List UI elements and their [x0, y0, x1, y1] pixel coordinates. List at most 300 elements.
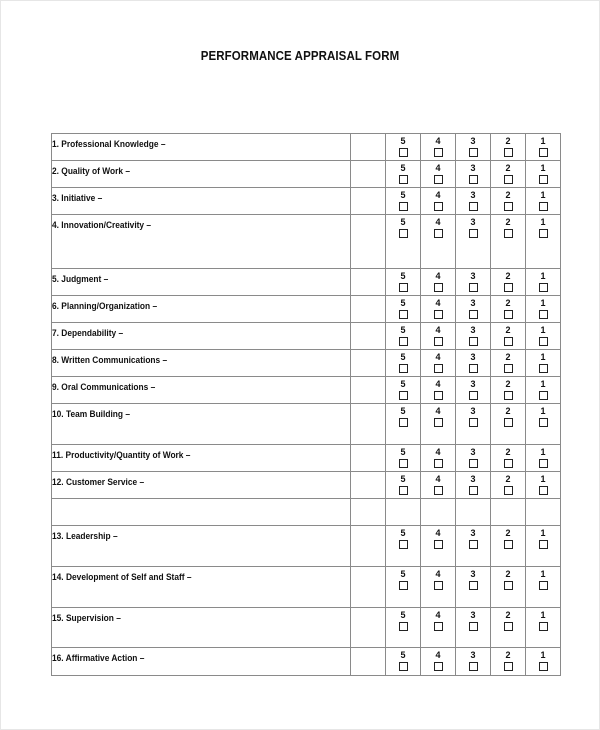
rating-checkbox[interactable] — [504, 662, 513, 671]
rating-checkbox[interactable] — [434, 581, 443, 590]
rating-cell — [386, 377, 421, 404]
rating-number: 4 — [435, 190, 441, 200]
rating-number: 3 — [470, 447, 476, 457]
rating-cell — [456, 648, 491, 676]
rating-number: 2 — [505, 136, 511, 146]
rating-number: 3 — [470, 352, 476, 362]
rating-number: 5 — [400, 406, 406, 416]
rating-number: 2 — [505, 190, 511, 200]
rating-cell — [526, 296, 561, 323]
rating-checkbox[interactable] — [504, 175, 513, 184]
rating-cell — [421, 608, 456, 648]
criterion-label-cell — [52, 323, 351, 350]
criterion-row — [52, 134, 561, 161]
rating-number: 4 — [435, 474, 441, 484]
rating-number: 5 — [400, 163, 406, 173]
rating-checkbox[interactable] — [539, 283, 548, 292]
rating-cell — [386, 161, 421, 188]
rating-cell — [526, 134, 561, 161]
rating-cell — [491, 269, 526, 296]
form-title: PERFORMANCE APPRAISAL FORM — [200, 49, 400, 63]
rating-cell — [386, 215, 421, 269]
rating-checkbox[interactable] — [434, 459, 443, 468]
rating-checkbox[interactable] — [469, 202, 478, 211]
rating-cell — [386, 445, 421, 472]
rating-cell — [421, 472, 456, 499]
comment-cell — [351, 499, 386, 526]
rating-number: 1 — [540, 569, 546, 579]
criterion-label-cell — [52, 499, 351, 526]
rating-cell — [491, 608, 526, 648]
rating-number: 5 — [400, 298, 406, 308]
rating-cell — [526, 323, 561, 350]
rating-cell — [421, 445, 456, 472]
rating-cell — [491, 296, 526, 323]
criterion-row — [52, 404, 561, 445]
rating-cell — [421, 350, 456, 377]
rating-checkbox[interactable] — [434, 662, 443, 671]
rating-checkbox[interactable] — [539, 175, 548, 184]
rating-checkbox[interactable] — [539, 229, 548, 238]
rating-checkbox[interactable] — [539, 622, 548, 631]
rating-number: 1 — [540, 163, 546, 173]
rating-number: 4 — [435, 325, 441, 335]
rating-checkbox[interactable] — [539, 486, 548, 495]
rating-checkbox[interactable] — [504, 486, 513, 495]
rating-checkbox[interactable] — [504, 581, 513, 590]
rating-checkbox[interactable] — [539, 662, 548, 671]
rating-number: 1 — [540, 325, 546, 335]
rating-number: 4 — [435, 352, 441, 362]
rating-checkbox[interactable] — [469, 148, 478, 157]
rating-cell — [456, 567, 491, 608]
rating-cell — [456, 323, 491, 350]
rating-cell — [421, 404, 456, 445]
rating-cell — [421, 188, 456, 215]
rating-cell — [386, 526, 421, 567]
rating-cell — [386, 472, 421, 499]
rating-cell — [386, 608, 421, 648]
rating-checkbox[interactable] — [399, 418, 408, 427]
rating-number: 2 — [505, 217, 511, 227]
rating-cell — [421, 377, 456, 404]
rating-checkbox[interactable] — [539, 310, 548, 319]
rating-number: 1 — [540, 474, 546, 484]
criterion-row — [52, 215, 561, 269]
criterion-label: 1. Professional Knowledge – — [52, 139, 166, 149]
rating-checkbox[interactable] — [434, 391, 443, 400]
criterion-label-cell — [52, 269, 351, 296]
criterion-label-cell — [52, 377, 351, 404]
rating-cell — [526, 445, 561, 472]
criterion-row — [52, 161, 561, 188]
comment-cell — [351, 296, 386, 323]
rating-cell — [456, 472, 491, 499]
rating-checkbox[interactable] — [399, 622, 408, 631]
rating-number: 3 — [470, 610, 476, 620]
rating-cell — [491, 134, 526, 161]
rating-number: 3 — [470, 650, 476, 660]
rating-cell — [386, 499, 421, 526]
rating-number: 1 — [540, 190, 546, 200]
rating-cell — [491, 526, 526, 567]
rating-checkbox[interactable] — [399, 229, 408, 238]
comment-cell — [351, 567, 386, 608]
rating-cell — [456, 161, 491, 188]
comment-cell — [351, 269, 386, 296]
rating-cell — [526, 377, 561, 404]
rating-checkbox[interactable] — [469, 622, 478, 631]
rating-cell — [421, 648, 456, 676]
rating-checkbox[interactable] — [504, 459, 513, 468]
criterion-row — [52, 377, 561, 404]
criterion-label-cell — [52, 188, 351, 215]
rating-number: 5 — [400, 474, 406, 484]
rating-number: 1 — [540, 217, 546, 227]
rating-number: 5 — [400, 136, 406, 146]
rating-checkbox[interactable] — [434, 486, 443, 495]
rating-number: 3 — [470, 217, 476, 227]
comment-cell — [351, 445, 386, 472]
criterion-label-cell — [52, 608, 351, 648]
rating-number: 1 — [540, 650, 546, 660]
rating-checkbox[interactable] — [399, 540, 408, 549]
rating-number: 1 — [540, 379, 546, 389]
rating-number: 3 — [470, 190, 476, 200]
rating-cell — [456, 445, 491, 472]
rating-checkbox[interactable] — [504, 391, 513, 400]
rating-number: 2 — [505, 406, 511, 416]
criterion-label: 3. Initiative – — [52, 193, 103, 203]
rating-cell — [526, 215, 561, 269]
comment-cell — [351, 215, 386, 269]
rating-cell — [456, 499, 491, 526]
rating-cell — [491, 472, 526, 499]
rating-number: 2 — [505, 569, 511, 579]
rating-checkbox[interactable] — [539, 459, 548, 468]
rating-number: 4 — [435, 136, 441, 146]
criterion-label-cell — [52, 567, 351, 608]
appraisal-table — [51, 133, 561, 676]
rating-cell — [526, 567, 561, 608]
rating-checkbox[interactable] — [434, 622, 443, 631]
rating-checkbox[interactable] — [504, 202, 513, 211]
rating-cell — [421, 499, 456, 526]
comment-cell — [351, 161, 386, 188]
rating-checkbox[interactable] — [469, 364, 478, 373]
rating-number: 1 — [540, 352, 546, 362]
criterion-label: 10. Team Building – — [52, 409, 130, 419]
rating-checkbox[interactable] — [434, 148, 443, 157]
rating-cell — [386, 567, 421, 608]
rating-number: 4 — [435, 610, 441, 620]
rating-cell — [491, 350, 526, 377]
rating-cell — [386, 404, 421, 445]
rating-checkbox[interactable] — [469, 337, 478, 346]
rating-checkbox[interactable] — [469, 310, 478, 319]
rating-checkbox[interactable] — [434, 175, 443, 184]
rating-checkbox[interactable] — [434, 418, 443, 427]
rating-number: 5 — [400, 217, 406, 227]
rating-cell — [386, 134, 421, 161]
criterion-row — [52, 567, 561, 608]
criterion-row — [52, 323, 561, 350]
rating-checkbox[interactable] — [399, 459, 408, 468]
rating-number: 1 — [540, 271, 546, 281]
rating-checkbox[interactable] — [469, 662, 478, 671]
criterion-label: 7. Dependability – — [52, 328, 124, 338]
rating-number: 5 — [400, 650, 406, 660]
rating-number: 3 — [470, 325, 476, 335]
rating-checkbox[interactable] — [434, 540, 443, 549]
rating-cell — [526, 161, 561, 188]
rating-number: 2 — [505, 650, 511, 660]
rating-cell — [491, 188, 526, 215]
rating-checkbox[interactable] — [399, 310, 408, 319]
rating-checkbox[interactable] — [469, 229, 478, 238]
rating-cell — [386, 269, 421, 296]
criterion-label-cell — [52, 161, 351, 188]
rating-number: 2 — [505, 474, 511, 484]
criterion-label-cell — [52, 134, 351, 161]
rating-cell — [386, 323, 421, 350]
rating-cell — [526, 648, 561, 676]
rating-checkbox[interactable] — [434, 283, 443, 292]
rating-number: 1 — [540, 610, 546, 620]
rating-cell — [526, 526, 561, 567]
rating-number: 2 — [505, 352, 511, 362]
rating-cell — [421, 134, 456, 161]
rating-number: 2 — [505, 447, 511, 457]
criterion-label: 6. Planning/Organization – — [52, 301, 158, 311]
rating-number: 5 — [400, 528, 406, 538]
rating-number: 3 — [470, 406, 476, 416]
criterion-label: 4. Innovation/Creativity – — [52, 220, 152, 230]
rating-checkbox[interactable] — [399, 283, 408, 292]
criterion-label-cell — [52, 526, 351, 567]
rating-cell — [386, 648, 421, 676]
rating-cell — [491, 377, 526, 404]
rating-checkbox[interactable] — [539, 581, 548, 590]
criterion-row — [52, 350, 561, 377]
rating-checkbox[interactable] — [434, 202, 443, 211]
criterion-row — [52, 472, 561, 499]
criterion-label-cell — [52, 215, 351, 269]
rating-number: 3 — [470, 271, 476, 281]
comment-cell — [351, 377, 386, 404]
rating-checkbox[interactable] — [469, 486, 478, 495]
rating-number: 5 — [400, 569, 406, 579]
rating-checkbox[interactable] — [469, 581, 478, 590]
comment-cell — [351, 472, 386, 499]
rating-cell — [491, 648, 526, 676]
comment-cell — [351, 608, 386, 648]
criterion-label: 12. Customer Service – — [52, 477, 145, 487]
rating-checkbox[interactable] — [504, 622, 513, 631]
comment-cell — [351, 526, 386, 567]
rating-checkbox[interactable] — [399, 337, 408, 346]
rating-number: 3 — [470, 528, 476, 538]
rating-number: 1 — [540, 406, 546, 416]
rating-number: 3 — [470, 298, 476, 308]
rating-cell — [456, 608, 491, 648]
criterion-label: 15. Supervision – — [52, 613, 121, 623]
rating-checkbox[interactable] — [399, 148, 408, 157]
rating-cell — [421, 269, 456, 296]
rating-checkbox[interactable] — [434, 310, 443, 319]
criterion-row — [52, 445, 561, 472]
rating-number: 4 — [435, 298, 441, 308]
rating-cell — [456, 296, 491, 323]
criterion-label: 14. Development of Self and Staff – — [52, 572, 192, 582]
rating-cell — [421, 215, 456, 269]
rating-cell — [456, 215, 491, 269]
rating-cell — [526, 404, 561, 445]
rating-checkbox[interactable] — [399, 662, 408, 671]
rating-cell — [386, 296, 421, 323]
rating-checkbox[interactable] — [539, 540, 548, 549]
rating-cell — [421, 567, 456, 608]
rating-number: 3 — [470, 569, 476, 579]
criterion-label: 2. Quality of Work – — [52, 166, 130, 176]
rating-number: 1 — [540, 528, 546, 538]
rating-number: 2 — [505, 528, 511, 538]
rating-checkbox[interactable] — [504, 310, 513, 319]
rating-checkbox[interactable] — [469, 391, 478, 400]
rating-cell — [421, 296, 456, 323]
rating-cell — [456, 134, 491, 161]
rating-cell — [526, 269, 561, 296]
rating-checkbox[interactable] — [434, 229, 443, 238]
rating-cell — [421, 161, 456, 188]
criterion-label: 13. Leadership – — [52, 531, 118, 541]
rating-cell — [456, 377, 491, 404]
rating-cell — [491, 215, 526, 269]
rating-number: 2 — [505, 298, 511, 308]
criterion-label: 9. Oral Communications – — [52, 382, 156, 392]
criterion-label-cell — [52, 445, 351, 472]
rating-checkbox[interactable] — [469, 459, 478, 468]
rating-cell — [491, 161, 526, 188]
rating-number: 3 — [470, 379, 476, 389]
rating-checkbox[interactable] — [434, 337, 443, 346]
comment-cell — [351, 350, 386, 377]
criterion-label-cell — [52, 296, 351, 323]
criterion-label-cell — [52, 404, 351, 445]
rating-cell — [491, 445, 526, 472]
rating-checkbox[interactable] — [469, 540, 478, 549]
rating-checkbox[interactable] — [399, 581, 408, 590]
comment-cell — [351, 404, 386, 445]
rating-checkbox[interactable] — [504, 229, 513, 238]
rating-number: 5 — [400, 352, 406, 362]
rating-cell — [386, 188, 421, 215]
rating-number: 5 — [400, 379, 406, 389]
rating-checkbox[interactable] — [434, 364, 443, 373]
rating-checkbox[interactable] — [504, 540, 513, 549]
rating-checkbox[interactable] — [469, 418, 478, 427]
comment-cell — [351, 648, 386, 676]
rating-cell — [526, 472, 561, 499]
criterion-row — [52, 526, 561, 567]
rating-checkbox[interactable] — [504, 337, 513, 346]
rating-checkbox[interactable] — [539, 337, 548, 346]
comment-cell — [351, 134, 386, 161]
rating-cell — [456, 404, 491, 445]
criterion-row — [52, 608, 561, 648]
rating-checkbox[interactable] — [399, 486, 408, 495]
rating-number: 3 — [470, 136, 476, 146]
criterion-row — [52, 648, 561, 676]
rating-checkbox[interactable] — [399, 364, 408, 373]
rating-cell — [526, 608, 561, 648]
rating-number: 5 — [400, 271, 406, 281]
rating-checkbox[interactable] — [539, 202, 548, 211]
rating-cell — [421, 526, 456, 567]
comment-cell — [351, 188, 386, 215]
rating-number: 4 — [435, 569, 441, 579]
criterion-row — [52, 188, 561, 215]
rating-checkbox[interactable] — [399, 202, 408, 211]
rating-number: 4 — [435, 528, 441, 538]
rating-checkbox[interactable] — [399, 391, 408, 400]
rating-checkbox[interactable] — [539, 418, 548, 427]
rating-checkbox[interactable] — [504, 148, 513, 157]
criterion-label: 16. Affirmative Action – — [52, 653, 145, 663]
rating-number: 3 — [470, 163, 476, 173]
rating-checkbox[interactable] — [504, 283, 513, 292]
rating-number: 4 — [435, 217, 441, 227]
rating-checkbox[interactable] — [539, 364, 548, 373]
rating-number: 4 — [435, 379, 441, 389]
criterion-label-cell — [52, 350, 351, 377]
rating-number: 5 — [400, 190, 406, 200]
criterion-row — [52, 269, 561, 296]
rating-cell — [491, 567, 526, 608]
rating-cell — [386, 350, 421, 377]
rating-number: 4 — [435, 163, 441, 173]
rating-cell — [456, 526, 491, 567]
rating-number: 2 — [505, 379, 511, 389]
rating-number: 2 — [505, 325, 511, 335]
rating-checkbox[interactable] — [469, 175, 478, 184]
rating-number: 4 — [435, 271, 441, 281]
rating-checkbox[interactable] — [504, 364, 513, 373]
rating-checkbox[interactable] — [504, 418, 513, 427]
rating-number: 1 — [540, 447, 546, 457]
rating-number: 2 — [505, 610, 511, 620]
rating-cell — [526, 499, 561, 526]
rating-checkbox[interactable] — [469, 283, 478, 292]
rating-number: 4 — [435, 447, 441, 457]
criterion-label: 8. Written Communications – — [52, 355, 168, 365]
criterion-row — [52, 499, 561, 526]
rating-cell — [456, 350, 491, 377]
rating-cell — [456, 188, 491, 215]
rating-number: 4 — [435, 406, 441, 416]
criterion-row — [52, 296, 561, 323]
rating-checkbox[interactable] — [539, 391, 548, 400]
rating-number: 5 — [400, 447, 406, 457]
rating-checkbox[interactable] — [399, 175, 408, 184]
rating-number: 3 — [470, 474, 476, 484]
rating-number: 5 — [400, 610, 406, 620]
rating-number: 2 — [505, 271, 511, 281]
rating-cell — [526, 188, 561, 215]
rating-cell — [421, 323, 456, 350]
rating-checkbox[interactable] — [539, 148, 548, 157]
rating-cell — [526, 350, 561, 377]
